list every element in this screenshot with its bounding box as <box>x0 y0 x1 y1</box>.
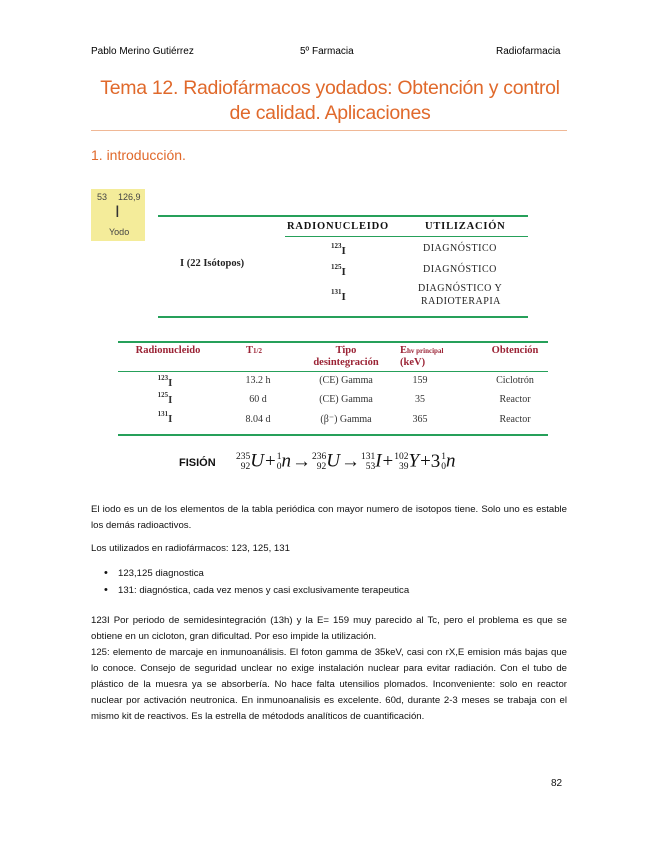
fission-operator: → <box>340 450 360 472</box>
fission-symbol: U <box>326 450 340 472</box>
fission-operator: +3 <box>420 450 441 472</box>
fission-atomic-number: 0 <box>276 461 282 472</box>
isotope-use-line-1: DIAGNÓSTICO Y <box>418 283 503 294</box>
title-divider <box>91 130 567 131</box>
prop-energy: 35 <box>415 394 425 405</box>
properties-header-rule <box>118 371 548 372</box>
prop-nuclide-mass: 125 <box>157 391 169 399</box>
prop-half-life: 60 d <box>249 394 267 405</box>
prop-decay: (β⁻) Gamma <box>320 414 372 425</box>
fission-mass-number: 1 <box>441 451 447 462</box>
fission-equation <box>236 450 456 473</box>
isotope-row <box>331 242 346 257</box>
prop-nuclide <box>150 374 180 389</box>
fission-operator: + <box>264 450 276 472</box>
paragraph-used: Los utilizados en radiofármacos: 123, 125, 131 <box>91 543 290 554</box>
fission-term <box>394 450 419 473</box>
prop-header-half-life <box>236 345 272 357</box>
fission-mass-number: 131 <box>360 451 376 462</box>
prop-nuclide-symbol: I <box>168 394 173 406</box>
fission-label: FISIÓN <box>179 457 216 469</box>
prop-decay: (CE) Gamma <box>319 394 373 405</box>
fission-mass-number: 235 <box>236 451 251 462</box>
prop-nuclide-mass: 131 <box>157 410 169 418</box>
fission-operator: → <box>291 450 311 472</box>
properties-table-top-rule <box>118 341 548 343</box>
fission-term <box>312 450 340 473</box>
prop-energy: 159 <box>412 375 428 386</box>
prop-header-half-life-label: T <box>246 345 254 356</box>
fission-operator: + <box>382 450 394 472</box>
prop-nuclide <box>150 410 180 425</box>
fission-term <box>361 450 382 473</box>
prop-header-decay-line-1: Tipo <box>335 345 357 356</box>
isotopes-table-top-rule <box>158 215 528 217</box>
prop-header-energy-sub: hv principal <box>407 347 444 355</box>
header-author: Pablo Merino Gutiérrez <box>91 46 194 57</box>
title-line-2: de calidad. Aplicaciones <box>229 102 431 124</box>
fission-atomic-number: 39 <box>398 461 409 472</box>
prop-production: Ciclotrón <box>496 375 534 386</box>
prop-header-production: Obtención <box>491 345 539 356</box>
prop-header-radionuclide: Radionucleido <box>135 345 201 356</box>
isotope-symbol: I <box>341 291 346 303</box>
fission-term <box>277 450 291 473</box>
paragraph-125: 125: elemento de marcaje en inmunoanálisis. El foton gamma de 35keV, casi con rX,E emision más bajas que lo conoce. Consejo de seguridad unclear no exige instalación nuclear para evitar radiación. Con el tubo de plástico de la muesra ya se absorbería. No hace falta utensilios plomados. Inconveniente: solo en reactor nuclear por activación neutronica. En inmunoanalisis es excelente. 60d, durante 2-3 meses se trabaja con el mismo kit de reactivos. Es la estrella de métodods analíticos de cuantificación. <box>91 647 567 722</box>
fission-mass-number: 1 <box>276 451 282 462</box>
isotope-symbol: I <box>341 245 346 257</box>
isotope-symbol: I <box>341 266 346 278</box>
isotopes-row-label: I (22 Isótopos) <box>180 258 245 269</box>
isotope-use: DIAGNÓSTICO <box>423 243 497 254</box>
fission-mass-number: 102 <box>394 451 409 462</box>
list-item: • 131: diagnóstica, cada vez menos y casi exclusivamente terapeutica <box>118 585 409 596</box>
fission-atomic-number: 53 <box>365 461 376 472</box>
prop-nuclide <box>150 391 180 406</box>
prop-header-energy <box>400 345 472 369</box>
title-line-1: Tema 12. Radiofármacos yodados: Obtención y control <box>100 77 560 99</box>
fission-term <box>236 450 264 473</box>
prop-header-energy-unit: (keV) <box>400 357 426 368</box>
isotope-use: DIAGNÓSTICO <box>423 264 497 275</box>
isotope-row <box>331 288 346 303</box>
fission-atomic-number: 0 <box>441 461 447 472</box>
prop-decay: (CE) Gamma <box>319 375 373 386</box>
element-name: Yodo <box>109 227 130 237</box>
fission-symbol: n <box>446 450 456 472</box>
prop-half-life: 8.04 d <box>245 414 271 425</box>
isotope-mass: 123 <box>331 242 342 250</box>
prop-energy: 365 <box>412 414 428 425</box>
isotopes-header-radionuclide: RADIONUCLEIDO <box>287 221 389 232</box>
page-title <box>80 76 580 126</box>
fission-mass-number: 236 <box>311 451 327 462</box>
fission-symbol: U <box>250 450 264 472</box>
prop-nuclide-symbol: I <box>168 377 173 389</box>
fission-atomic-number: 92 <box>316 461 327 472</box>
header-course: 5º Farmacia <box>300 46 354 57</box>
list-item: • 123,125 diagnostica <box>118 568 204 579</box>
prop-header-half-life-sub: 1/2 <box>253 347 262 355</box>
properties-table-bottom-rule <box>118 434 548 436</box>
element-tile <box>91 189 145 241</box>
prop-nuclide-mass: 123 <box>157 374 169 382</box>
prop-production: Reactor <box>499 414 531 425</box>
isotope-row <box>331 263 346 278</box>
isotopes-header-use: UTILIZACIÓN <box>425 221 506 232</box>
isotope-use-line-2: RADIOTERAPIA <box>421 296 501 307</box>
prop-production: Reactor <box>499 394 531 405</box>
header-subject: Radiofarmacia <box>496 46 561 57</box>
isotopes-header-rule <box>285 236 528 237</box>
isotopes-table-bottom-rule <box>158 316 528 318</box>
element-symbol: I <box>115 202 120 221</box>
prop-nuclide-symbol: I <box>168 413 173 425</box>
section-heading: 1. introducción. <box>91 147 186 163</box>
isotope-mass: 125 <box>331 263 342 271</box>
prop-header-decay <box>296 345 396 369</box>
paragraph-intro: El iodo es un de los elementos de la tabla periódica con mayor numero de isotopos tiene. Solo uno es estable los demás radioactivos. <box>91 504 567 531</box>
fission-term <box>441 450 455 473</box>
isotope-mass: 131 <box>331 288 342 296</box>
fission-symbol: I <box>375 450 382 472</box>
atomic-mass: 126,9 <box>118 192 141 202</box>
prop-header-decay-line-2: desintegración <box>313 357 379 368</box>
fission-symbol: n <box>281 450 291 472</box>
fission-atomic-number: 92 <box>240 461 251 472</box>
prop-half-life: 13.2 h <box>245 375 271 386</box>
paragraph-123i: 123I Por periodo de semidesintegración (13h) y la E= 159 muy parecido al Tc, pero el problema es que se obtiene en un cicloton, gran dificultad. Por eso impide la utilización. <box>91 615 567 642</box>
prop-header-energy-label: E <box>400 345 408 356</box>
page-number: 82 <box>551 778 563 789</box>
fission-symbol: Y <box>408 450 420 472</box>
atomic-number: 53 <box>97 192 108 202</box>
